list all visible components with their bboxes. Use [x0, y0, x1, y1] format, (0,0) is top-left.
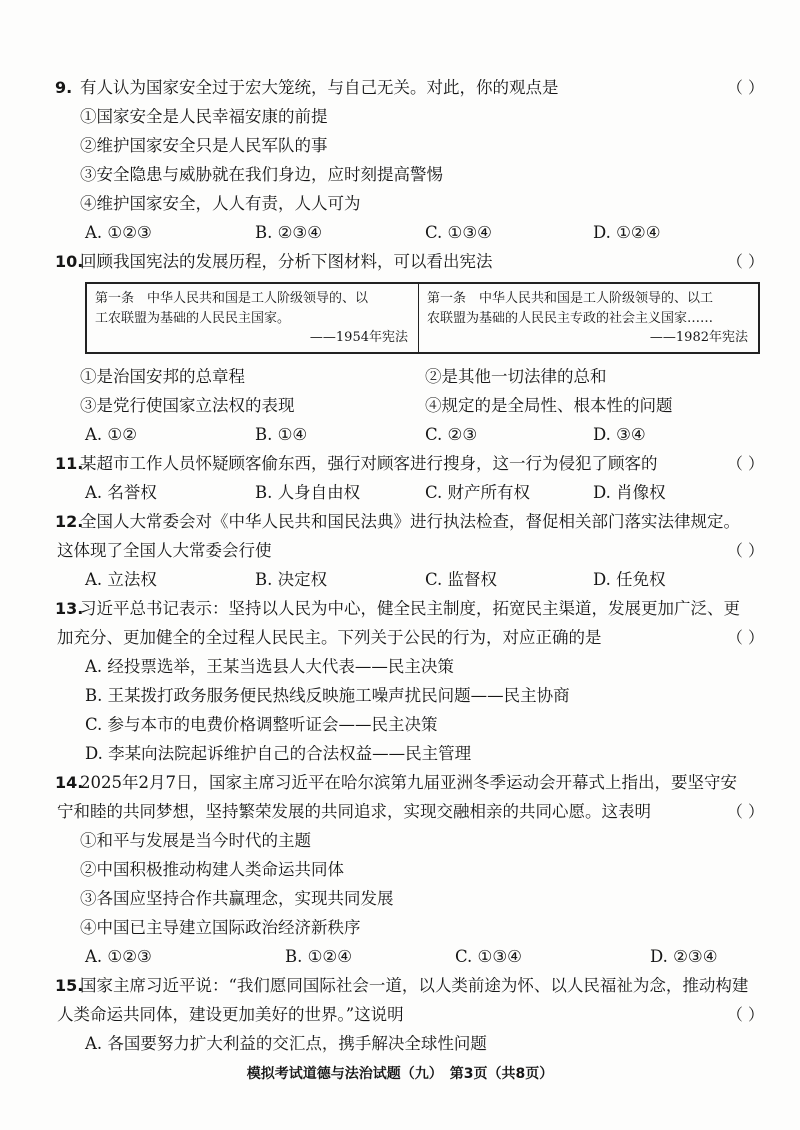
- material-text: 第一条 中华人民共和国是工人阶级领导的、以工: [427, 291, 714, 306]
- question-stem: 2025年2月7日，国家主席习近平在哈尔滨第九届亚洲冬季运动会开幕式上指出，要坚守安: [80, 773, 737, 792]
- option-a: A. ①②: [85, 425, 137, 444]
- question-number: 12.: [55, 512, 84, 531]
- option-d: D. ①②④: [593, 223, 661, 242]
- statement: ③各国应坚持合作共赢理念，实现共同发展: [80, 889, 394, 908]
- option-c: C. 参与本市的电费价格调整听证会——民主决策: [85, 715, 438, 734]
- option-d: D. 肖像权: [593, 483, 666, 502]
- material-text: 工农联盟为基础的人民民主国家。: [95, 311, 291, 326]
- option-c: C. 监督权: [425, 570, 498, 589]
- question-number: 13.: [55, 599, 84, 618]
- option-c: C. ①③④: [425, 223, 492, 242]
- answer-bracket: （ ）: [726, 1005, 764, 1024]
- option-a: A. 各国要努力扩大利益的交汇点，携手解决全球性问题: [85, 1034, 487, 1053]
- statement: ①国家安全是人民幸福安康的前提: [80, 107, 328, 126]
- material-source: ——1982年宪法: [649, 330, 748, 345]
- question-stem: 某超市工作人员怀疑顾客偷东西，强行对顾客进行搜身，这一行为侵犯了顾客的: [80, 454, 658, 473]
- option-d: D. 李某向法院起诉维护自己的合法权益——民主管理: [85, 744, 472, 763]
- option-b: B. ②③④: [255, 223, 322, 242]
- question-stem: 这体现了全国人大常委会行使: [57, 541, 272, 560]
- statement: ①和平与发展是当今时代的主题: [80, 831, 311, 850]
- option-b: B. ①②④: [285, 947, 352, 966]
- statement: ④规定的是全局性、根本性的问题: [425, 396, 673, 415]
- question-number: 10.: [55, 252, 84, 271]
- material-box: [85, 282, 760, 354]
- question-stem: 国家主席习近平说：“我们愿同国际社会一道，以人类前途为怀、以人民福祉为念，推动构建: [80, 976, 749, 995]
- option-d: D. 任免权: [593, 570, 666, 589]
- question-stem: 加充分、更加健全的全过程人民民主。下列关于公民的行为，对应正确的是: [57, 628, 602, 647]
- statement: ③是党行使国家立法权的表现: [80, 396, 295, 415]
- option-d: D. ③④: [593, 425, 646, 444]
- option-d: D. ②③④: [650, 947, 718, 966]
- option-b: B. 人身自由权: [255, 483, 361, 502]
- question-number: 11.: [55, 454, 84, 473]
- question-stem: 全国人大常委会对《中华人民共和国民法典》进行执法检查，督促相关部门落实法律规定。: [80, 512, 740, 531]
- statement: ②中国积极推动构建人类命运共同体: [80, 860, 344, 879]
- answer-bracket: （ ）: [726, 78, 764, 97]
- question-stem: 有人认为国家安全过于宏大笼统，与自己无关。对此，你的观点是: [80, 78, 559, 97]
- option-a: A. ①②③: [85, 223, 152, 242]
- material-text: 第一条 中华人民共和国是工人阶级领导的、以: [95, 291, 369, 306]
- material-1954: [87, 284, 419, 352]
- option-a: A. 经投票选举，王某当选县人大代表——民主决策: [85, 657, 454, 676]
- option-b: B. ①④: [255, 425, 308, 444]
- option-b: B. 决定权: [255, 570, 328, 589]
- option-b: B. 王某拨打政务服务便民热线反映施工噪声扰民问题——民主协商: [85, 686, 570, 705]
- answer-bracket: （ ）: [726, 454, 764, 473]
- statement: ②维护国家安全只是人民军队的事: [80, 136, 328, 155]
- statement: ④维护国家安全，人人有责，人人可为: [80, 194, 361, 213]
- statement: ④中国已主导建立国际政治经济新秩序: [80, 918, 361, 937]
- answer-bracket: （ ）: [726, 541, 764, 560]
- material-text: 农联盟为基础的人民民主专政的社会主义国家……: [427, 311, 714, 326]
- option-c: C. 财产所有权: [425, 483, 531, 502]
- option-a: A. 名誉权: [85, 483, 157, 502]
- question-number: 14.: [55, 773, 84, 792]
- statement: ③安全隐患与威胁就在我们身边，应时刻提高警惕: [80, 165, 443, 184]
- option-a: A. ①②③: [85, 947, 152, 966]
- option-c: C. ①③④: [455, 947, 522, 966]
- option-a: A. 立法权: [85, 570, 157, 589]
- page-footer: 模拟考试道德与法治试题（九） 第3页（共8页）: [246, 1066, 554, 1082]
- answer-bracket: （ ）: [726, 252, 764, 271]
- answer-bracket: （ ）: [726, 628, 764, 647]
- question-stem: 回顾我国宪法的发展历程，分析下图材料，可以看出宪法: [80, 252, 493, 271]
- question-number: 9.: [55, 78, 73, 97]
- material-1982: [419, 284, 758, 352]
- answer-bracket: （ ）: [726, 802, 764, 821]
- question-number: 15.: [55, 976, 84, 995]
- material-source: ——1954年宪法: [309, 330, 408, 345]
- statement: ②是其他一切法律的总和: [425, 367, 607, 386]
- statement: ①是治国安邦的总章程: [80, 367, 245, 386]
- question-stem: 习近平总书记表示：坚持以人民为中心，健全民主制度，拓宽民主渠道，发展更加广泛、更: [80, 599, 740, 618]
- question-stem: 宁和睦的共同梦想，坚持繁荣发展的共同追求，实现交融相亲的共同心愿。这表明: [57, 802, 651, 821]
- question-stem: 人类命运共同体，建设更加美好的世界。”这说明: [57, 1005, 404, 1024]
- option-c: C. ②③: [425, 425, 478, 444]
